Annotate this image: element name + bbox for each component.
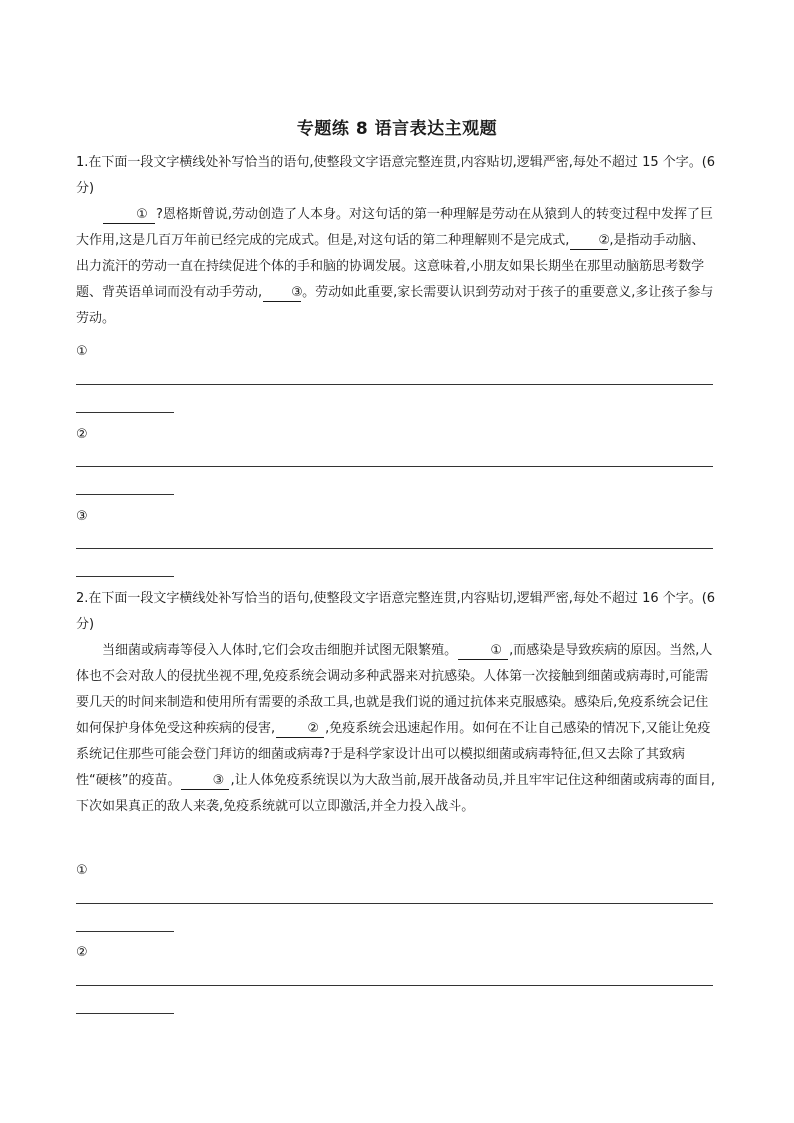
passage-text: ,免疫系统会迅速起作用。如何在不让自己感染的情况下,又能让免疫系统记住那些可能会登门拜访的细菌或病毒?于是科学家设计出可以模拟细菌或病毒特征,但又去除了其致病性“硬核”的疫苗。 <box>76 721 711 788</box>
passage-text: ?恩格斯曾说,劳动创造了人本身。对这句话的第一种理解是劳动在从猿到人的转变过程中发挥了巨大作用,这是几百万年前已经完成的完成式。但是,对这句话的第二种理解则不是完成式, <box>76 207 714 248</box>
blank-3[interactable]: ③ <box>263 285 301 302</box>
answer-label: ① <box>76 344 88 359</box>
answer-line[interactable] <box>76 548 713 549</box>
answer-label: ① <box>76 863 88 878</box>
answer-line-end[interactable] <box>76 494 174 495</box>
answer-line[interactable] <box>76 903 713 904</box>
passage-text: 。劳动如此重要,家长需要认识到劳动对于孩子的重要意义,多让孩子参与劳动。 <box>76 285 714 326</box>
page-title: 专题练 8 语言表达主观题 <box>296 119 498 139</box>
answer-line[interactable] <box>76 985 713 986</box>
blank-1[interactable]: ① <box>103 207 155 224</box>
blank-2[interactable]: ② <box>570 233 608 250</box>
question-1 <box>76 150 716 332</box>
blank-2[interactable]: ② <box>276 721 324 738</box>
answer-line-end[interactable] <box>76 931 174 932</box>
passage-text: ,让人体免疫系统误以为大敌当前,展开战备动员,并且牢牢记住这种细菌或病毒的面目,下次如果真正的敌人来袭,免疫系统就可以立即激活,并全力投入战斗。 <box>76 773 716 814</box>
answer-label: ② <box>76 945 88 960</box>
answer-label: ② <box>76 427 88 442</box>
answer-line[interactable] <box>76 466 713 467</box>
blank-1[interactable]: ① <box>458 643 508 660</box>
question-2 <box>76 586 716 820</box>
passage-text: ,是指动手动脑、出力流汗的劳动一直在持续促进个体的手和脑的协调发展。这意味着,小朋友如果长期坐在那里动脑筋思考数学题、背英语单词而没有动手劳动, <box>76 233 705 300</box>
answer-label: ③ <box>76 509 88 524</box>
passage-text: 当细菌或病毒等侵入人体时,它们会攻击细胞并试图无限繁殖。 <box>102 643 458 658</box>
question-2-stem: 2.在下面一段文字横线处补写恰当的语句,使整段文字语意完整连贯,内容贴切,逻辑严密,每处不超过 16 个字。(6 分) <box>76 591 716 632</box>
answer-line-end[interactable] <box>76 576 174 577</box>
answer-line-end[interactable] <box>76 1013 174 1014</box>
question-2-passage <box>76 638 716 820</box>
question-1-stem: 1.在下面一段文字横线处补写恰当的语句,使整段文字语意完整连贯,内容贴切,逻辑严密,每处不超过 15 个字。(6 分) <box>76 155 716 196</box>
passage-text: ,而感染是导致疾病的原因。当然,人体也不会对敌人的侵扰坐视不理,免疫系统会调动多种武器来对抗感染。人体第一次接触到细菌或病毒时,可能需要几天的时间来制造和使用所有需要的杀敌工具,也就是我们说的通过抗体来克服感染。感染后,免疫系统会记住如何保护身体免受这种疾病的侵害, <box>76 643 713 736</box>
answer-line-end[interactable] <box>76 412 174 413</box>
question-1-passage <box>76 202 716 332</box>
answer-line[interactable] <box>76 384 713 385</box>
blank-3[interactable]: ③ <box>181 773 229 790</box>
